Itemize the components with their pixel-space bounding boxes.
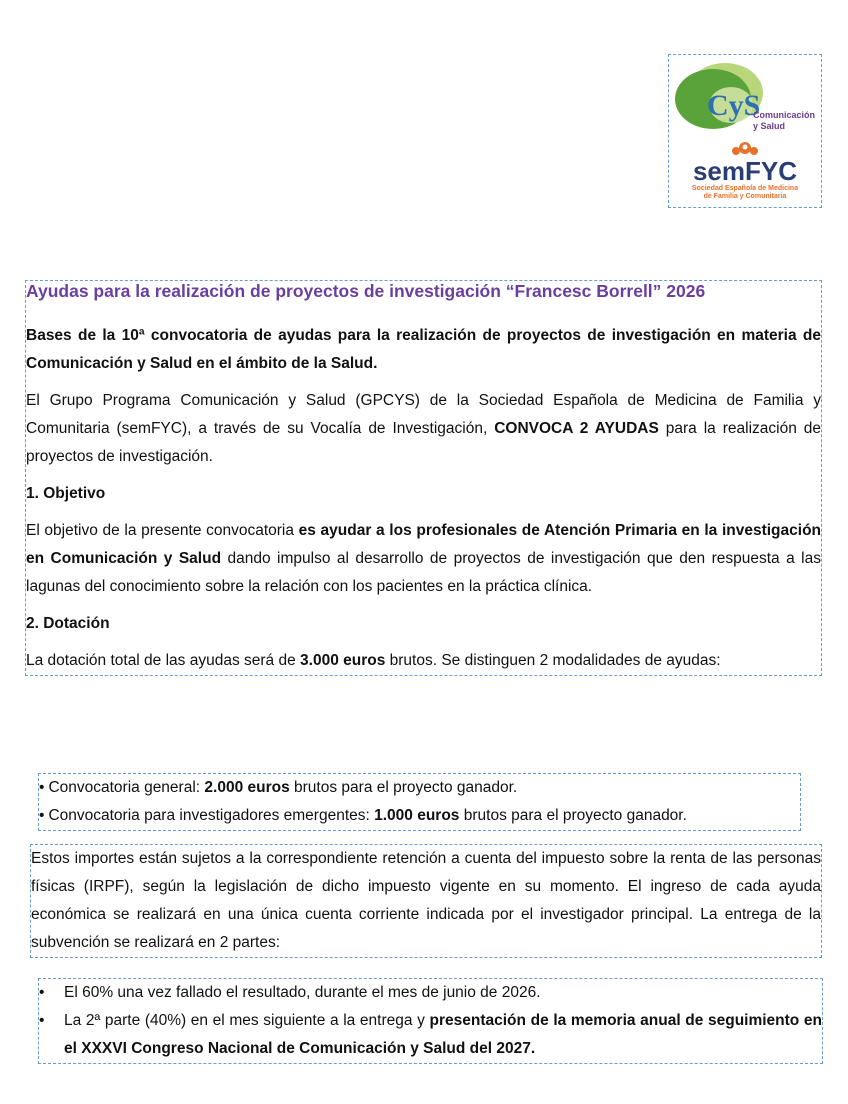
cys-line2-text: y Salud (753, 121, 786, 131)
list-item (39, 802, 800, 830)
b1-text-a: Convocatoria general: (48, 779, 205, 796)
intro-text-a: El Grupo Programa Comunicación y Salud (GPCYS) de la Sociedad Española de Medicina de Familia y Comunitaria (semFYC), a través de su Vocalía de Investigación, (26, 392, 821, 437)
b2-text-c: brutos para el proyecto ganador. (459, 807, 687, 824)
semfyc-name-text: semFYC (692, 156, 798, 186)
b1-text-b: 2.000 euros (204, 779, 290, 796)
b2-text-b: 1.000 euros (374, 807, 460, 824)
obj-text-b: es ayudar a los profesionales de Atención Primaria en la investigación en Comunicación y Salud (26, 522, 821, 567)
document-title: Ayudas para la realización de proyectos de investigación “Francesc Borrell” 2026 (26, 281, 706, 301)
obj-text-a: El objetivo de la presente convocatoria (26, 522, 299, 539)
intro-text-b: CONVOCA 2 AYUDAS (494, 420, 659, 437)
obj-text-c: dando impulso al desarrollo de proyectos de investigación que den respuesta a las lagunas del conocimiento sobre la relación con los pacientes en la práctica clínica. (26, 550, 821, 595)
cys-line1-text: Comunicación (753, 110, 816, 120)
importes-paragraph: Estos importes están sujetos a la correspondiente retención a cuenta del impuesto sobre la renta de las personas físicas (IRPF), según la legislación de dicho impuesto vigente en su momento. El ingreso de cada ayuda económica se realizará en una única cuenta corriente indicada por el investigador principal. La entrega de la subvención se realizará en 2 partes: (31, 850, 821, 951)
pagos-list (38, 978, 823, 1064)
heading-dotacion: 2. Dotación (26, 615, 110, 632)
document-body (25, 280, 822, 676)
p2-text-b: presentación de la memoria anual de seguimiento en el XXXVI Congreso Nacional de Comunicación y Salud del 2027. (64, 1012, 822, 1057)
intro-text-c: para la realización de proyectos de investigación. (26, 420, 821, 465)
b2-text-a: Convocatoria para investigadores emergentes: (48, 807, 375, 824)
dot-text-c: brutos. Se distinguen 2 modalidades de ayudas: (385, 652, 721, 669)
semfyc-line1-text: Sociedad Española de Medicina (691, 185, 799, 192)
document-subtitle: Bases de la 10ª convocatoria de ayudas para la realización de proyectos de investigación en materia de Comunicación y Salud en el ámbito de la Salud. (26, 327, 821, 372)
heading-objetivo: 1. Objetivo (26, 485, 106, 502)
list-item (39, 1007, 822, 1063)
cys-semfyc-logo (669, 55, 821, 207)
list-item: • El 60% una vez fallado el resultado, durante el mes de junio de 2026. (39, 979, 822, 1007)
logo-box (668, 54, 822, 208)
semfyc-emblem-icon (732, 142, 758, 155)
modalidades-list (38, 773, 801, 831)
objetivo-paragraph (26, 517, 821, 601)
b1-text-c: brutos para el proyecto ganador. (289, 779, 518, 796)
cys-letters-text: CyS (707, 89, 761, 122)
dot-text-a: La dotación total de las ayudas será de (26, 652, 301, 669)
dotacion-paragraph (26, 647, 821, 675)
intro-paragraph (26, 387, 821, 471)
semfyc-line2-text: de Familia y Comunitaria (703, 193, 787, 200)
importes-block (30, 844, 822, 958)
dot-text-b: 3.000 euros (300, 652, 386, 669)
list-item (39, 774, 800, 802)
p2-text-a: La 2ª parte (40%) en el mes siguiente a la entrega y (64, 1012, 430, 1029)
